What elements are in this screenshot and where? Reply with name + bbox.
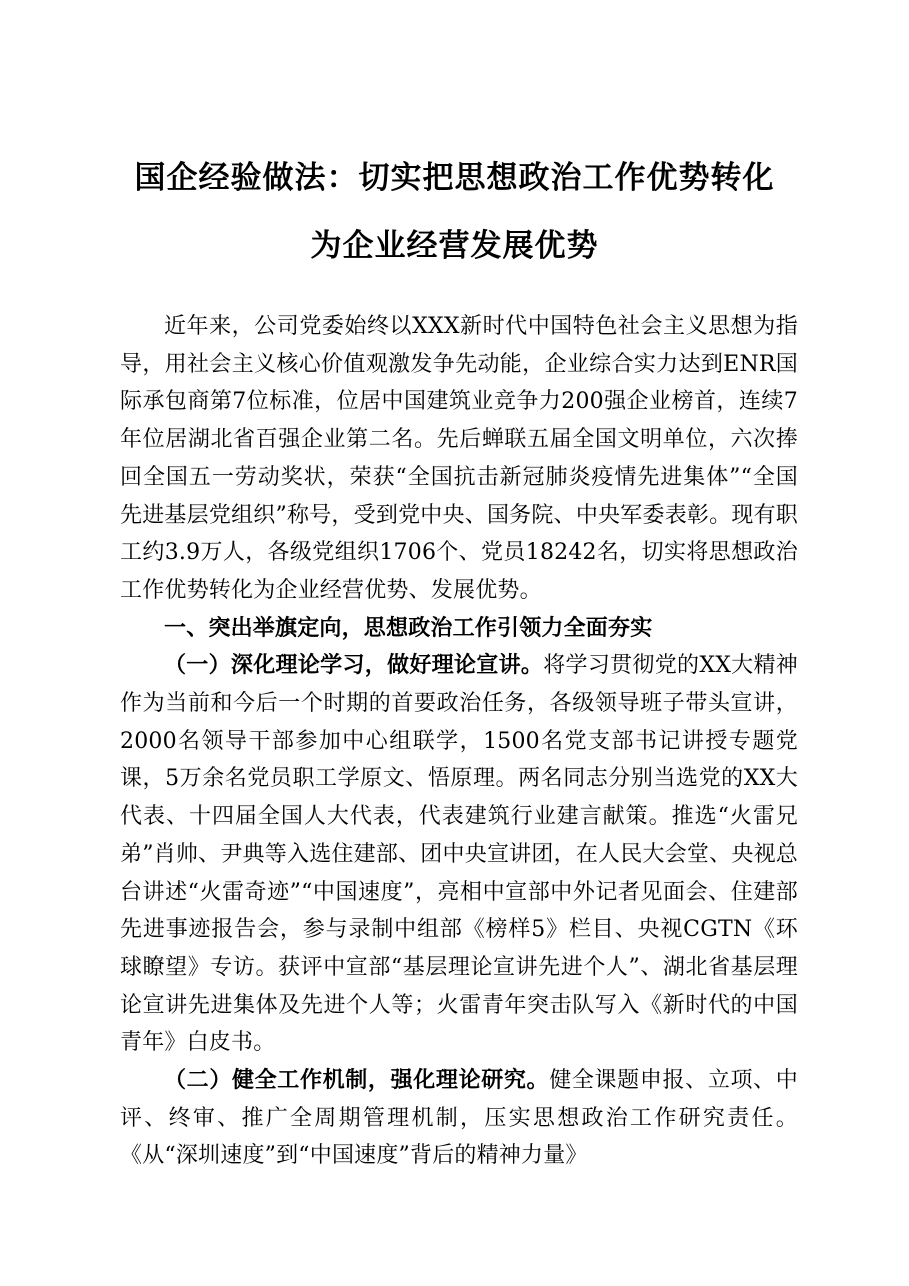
section-1-heading: 一、突出举旗定向，思想政治工作引领力全面夯实 bbox=[164, 614, 653, 641]
document-title-line-1: 国企经验做法：切实把思想政治工作优势转化 bbox=[134, 160, 775, 196]
document-title-line-2: 为企业经营发展优势 bbox=[310, 228, 599, 264]
document-body bbox=[120, 308, 798, 1175]
item-1-lead: （一）深化理论学习，做好理论宣讲。 bbox=[164, 652, 544, 679]
item-2-paragraph bbox=[120, 1062, 798, 1175]
item-2-lead: （二）健全工作机制，强化理论研究。 bbox=[164, 1067, 550, 1094]
item-2-body: 健全课题申报、立项、中评、终审、推广全周期管理机制，压实思想政治工作研究责任。《从“深圳速度”到“中国速度”背后的精神力量》 bbox=[120, 1068, 798, 1169]
item-1-body: 将学习贯彻党的XX大精神作为当前和今后一个时期的首要政治任务，各级领导班子带头宣讲，2000名领导干部参加中心组联学，1500名党支部书记讲授专题党课，5万余名党员职工学原文、悟原理。两名同志分别当选党的XX大代表、十四届全国人大代表，代表建筑行业建言献策。推选“火雷兄弟”肖帅、尹典等入选住建部、团中央宣讲团，在人民大会堂、央视总台讲述“火雷奇迹”“中国速度”，亮相中宣部中外记者见面会、住建部先进事迹报告会，参与录制中组部《榜样5》栏目、央视CGTN《环球瞭望》专访。获评中宣部“基层理论宣讲先进个人”、湖北省基层理论宣讲先进集体及先进个人等；火雷青年突击队写入《新时代的中国青年》白皮书。 bbox=[120, 653, 798, 1056]
intro-paragraph: 近年来，公司党委始终以XXX新时代中国特色社会主义思想为指导，用社会主义核心价值观激发争先动能，企业综合实力达到ENR国际承包商第7位标准，位居中国建筑业竞争力200强企业榜首，连续7年位居湖北省百强企业第二名。先后蝉联五届全国文明单位，六次捧回全国五一劳动奖状，荣获“全国抗击新冠肺炎疫情先进集体”“全国先进基层党组织”称号，受到党中央、国务院、中央军委表彰。现有职工约3.9万人，各级党组织1706个、党员18242名，切实将思想政治工作优势转化为企业经营优势、发展优势。 bbox=[120, 314, 798, 603]
item-1-paragraph bbox=[120, 647, 798, 1062]
